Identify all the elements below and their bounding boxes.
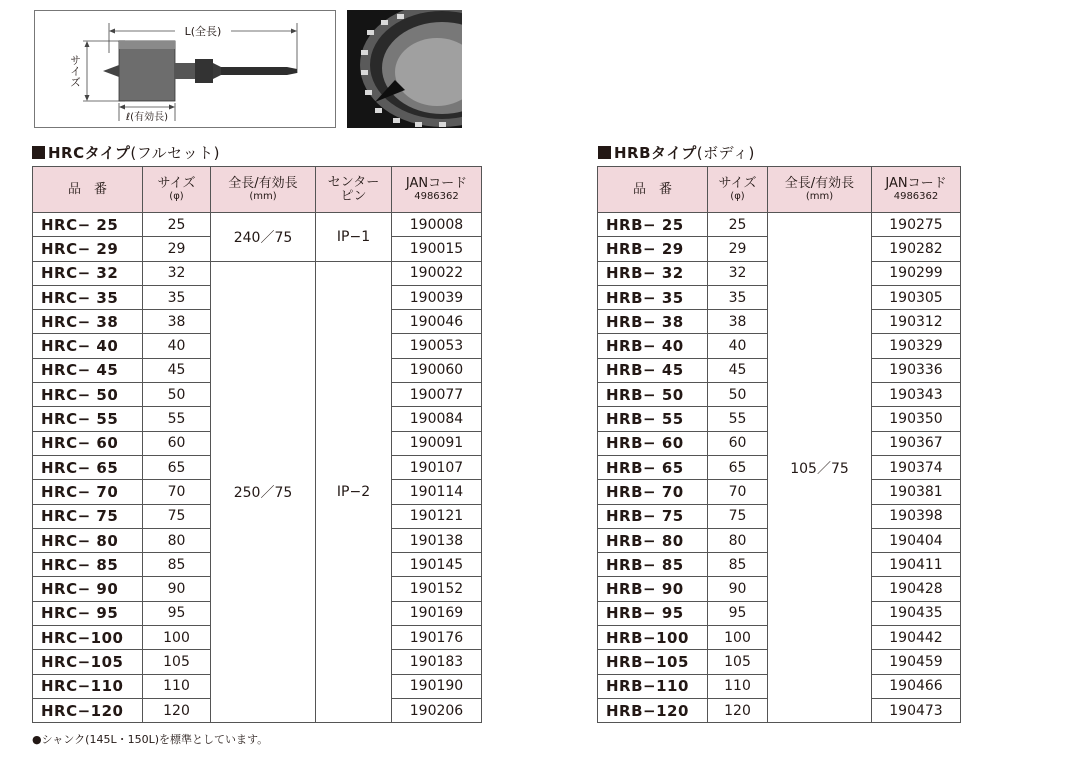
size-cell: 80 <box>143 528 211 552</box>
size-cell: 25 <box>143 213 211 237</box>
jan-cell: 190183 <box>392 650 482 674</box>
model-cell: HRC−120 <box>33 698 143 722</box>
model-cell: HRC− 85 <box>33 553 143 577</box>
size-cell: 32 <box>708 261 768 285</box>
model-cell: HRC− 55 <box>33 407 143 431</box>
model-cell: HRB− 95 <box>598 601 708 625</box>
size-cell: 55 <box>708 407 768 431</box>
jan-cell: 190299 <box>872 261 961 285</box>
jan-cell: 190442 <box>872 626 961 650</box>
jan-cell: 190404 <box>872 528 961 552</box>
size-cell: 120 <box>143 698 211 722</box>
model-cell: HRC−105 <box>33 650 143 674</box>
jan-cell: 190091 <box>392 431 482 455</box>
table-row <box>33 261 482 285</box>
model-cell: HRB− 32 <box>598 261 708 285</box>
jan-cell: 190329 <box>872 334 961 358</box>
model-cell: HRB− 60 <box>598 431 708 455</box>
product-photo <box>347 10 462 128</box>
model-cell: HRC− 35 <box>33 285 143 309</box>
jan-cell: 190015 <box>392 237 482 261</box>
model-cell: HRC− 29 <box>33 237 143 261</box>
size-cell: 55 <box>143 407 211 431</box>
jan-cell: 190435 <box>872 601 961 625</box>
size-cell: 85 <box>708 553 768 577</box>
col-header-jan: JANコード 4986362 <box>872 167 961 213</box>
model-cell: HRC− 40 <box>33 334 143 358</box>
model-cell: HRB− 25 <box>598 213 708 237</box>
col-header-length: 全長/有効長 (mm) <box>768 167 872 213</box>
table-row <box>33 213 482 237</box>
model-cell: HRB− 40 <box>598 334 708 358</box>
jan-cell: 190275 <box>872 213 961 237</box>
size-cell: 90 <box>708 577 768 601</box>
jan-cell: 190459 <box>872 650 961 674</box>
jan-cell: 190077 <box>392 383 482 407</box>
model-cell: HRC− 95 <box>33 601 143 625</box>
size-cell: 75 <box>708 504 768 528</box>
jan-cell: 190121 <box>392 504 482 528</box>
center-pin-cell: IP−1 <box>316 213 392 262</box>
model-cell: HRC− 75 <box>33 504 143 528</box>
size-cell: 60 <box>708 431 768 455</box>
model-cell: HRB− 65 <box>598 455 708 479</box>
model-cell: HRB−120 <box>598 698 708 722</box>
model-cell: HRB− 75 <box>598 504 708 528</box>
size-cell: 110 <box>143 674 211 698</box>
jan-cell: 190466 <box>872 674 961 698</box>
dimension-diagram <box>34 10 336 128</box>
jan-cell: 190084 <box>392 407 482 431</box>
model-cell: HRB− 45 <box>598 358 708 382</box>
model-cell: HRB− 70 <box>598 480 708 504</box>
size-cell: 29 <box>708 237 768 261</box>
hrb-section-title: HRBタイプ(ボディ) <box>598 142 755 163</box>
size-cell: 40 <box>143 334 211 358</box>
size-cell: 45 <box>143 358 211 382</box>
size-cell: 65 <box>708 455 768 479</box>
jan-cell: 190039 <box>392 285 482 309</box>
size-cell: 40 <box>708 334 768 358</box>
model-cell: HRC− 25 <box>33 213 143 237</box>
size-cell: 85 <box>143 553 211 577</box>
size-cell: 38 <box>708 310 768 334</box>
size-cell: 50 <box>708 383 768 407</box>
model-cell: HRC− 38 <box>33 310 143 334</box>
size-cell: 38 <box>143 310 211 334</box>
model-cell: HRB−110 <box>598 674 708 698</box>
col-header-model: 品 番 <box>598 167 708 213</box>
size-cell: 70 <box>708 480 768 504</box>
size-cell: 75 <box>143 504 211 528</box>
model-cell: HRB−105 <box>598 650 708 674</box>
size-cell: 110 <box>708 674 768 698</box>
size-cell: 35 <box>143 285 211 309</box>
size-cell: 25 <box>708 213 768 237</box>
model-cell: HRC−110 <box>33 674 143 698</box>
model-cell: HRC− 45 <box>33 358 143 382</box>
size-cell: 105 <box>143 650 211 674</box>
model-cell: HRB− 55 <box>598 407 708 431</box>
size-label: サイズ <box>68 54 82 88</box>
jan-cell: 190138 <box>392 528 482 552</box>
jan-cell: 190367 <box>872 431 961 455</box>
effective-length-label: ℓ(有効長) <box>126 112 168 123</box>
model-cell: HRC− 32 <box>33 261 143 285</box>
jan-cell: 190053 <box>392 334 482 358</box>
jan-cell: 190305 <box>872 285 961 309</box>
size-cell: 65 <box>143 455 211 479</box>
model-cell: HRB− 80 <box>598 528 708 552</box>
footnote: ●シャンク(145L・150L)を標準としています。 <box>32 733 269 746</box>
size-cell: 50 <box>143 383 211 407</box>
jan-cell: 190428 <box>872 577 961 601</box>
jan-cell: 190282 <box>872 237 961 261</box>
model-cell: HRC− 60 <box>33 431 143 455</box>
size-cell: 95 <box>708 601 768 625</box>
length-label: L(全長) <box>184 25 222 38</box>
size-cell: 45 <box>708 358 768 382</box>
jan-cell: 190145 <box>392 553 482 577</box>
jan-cell: 190206 <box>392 698 482 722</box>
jan-cell: 190411 <box>872 553 961 577</box>
jan-cell: 190190 <box>392 674 482 698</box>
size-cell: 70 <box>143 480 211 504</box>
jan-cell: 190374 <box>872 455 961 479</box>
model-cell: HRB− 50 <box>598 383 708 407</box>
size-cell: 80 <box>708 528 768 552</box>
jan-cell: 190336 <box>872 358 961 382</box>
jan-cell: 190343 <box>872 383 961 407</box>
size-cell: 29 <box>143 237 211 261</box>
center-pin-cell: IP−2 <box>316 261 392 723</box>
jan-cell: 190022 <box>392 261 482 285</box>
core-drill-diagram <box>35 11 335 127</box>
model-cell: HRC− 80 <box>33 528 143 552</box>
length-cell: 240／75 <box>211 213 316 262</box>
col-header-length: 全長/有効長 (mm) <box>211 167 316 213</box>
table-row <box>598 213 961 237</box>
model-cell: HRC−100 <box>33 626 143 650</box>
size-cell: 32 <box>143 261 211 285</box>
length-cell: 250／75 <box>211 261 316 723</box>
col-header-size: サイズ (φ) <box>143 167 211 213</box>
model-cell: HRB− 85 <box>598 553 708 577</box>
jan-cell: 190176 <box>392 626 482 650</box>
model-cell: HRB− 38 <box>598 310 708 334</box>
model-cell: HRC− 90 <box>33 577 143 601</box>
jan-cell: 190152 <box>392 577 482 601</box>
col-header-center-pin: センター ピン <box>316 167 392 213</box>
model-cell: HRC− 50 <box>33 383 143 407</box>
col-header-model: 品 番 <box>33 167 143 213</box>
col-header-size: サイズ (φ) <box>708 167 768 213</box>
size-cell: 35 <box>708 285 768 309</box>
jan-cell: 190381 <box>872 480 961 504</box>
hrb-spec-table <box>597 166 961 723</box>
jan-cell: 190312 <box>872 310 961 334</box>
length-cell: 105／75 <box>768 213 872 723</box>
square-bullet-icon <box>598 146 611 159</box>
jan-cell: 190008 <box>392 213 482 237</box>
model-cell: HRB− 29 <box>598 237 708 261</box>
size-cell: 100 <box>143 626 211 650</box>
model-cell: HRC− 70 <box>33 480 143 504</box>
hrc-section-title: HRCタイプ(フルセット) <box>32 142 220 163</box>
model-cell: HRB−100 <box>598 626 708 650</box>
square-bullet-icon <box>32 146 45 159</box>
size-cell: 60 <box>143 431 211 455</box>
jan-cell: 190398 <box>872 504 961 528</box>
jan-cell: 190046 <box>392 310 482 334</box>
model-cell: HRC− 65 <box>33 455 143 479</box>
col-header-jan: JANコード 4986362 <box>392 167 482 213</box>
size-cell: 95 <box>143 601 211 625</box>
model-cell: HRB− 35 <box>598 285 708 309</box>
jan-cell: 190060 <box>392 358 482 382</box>
size-cell: 100 <box>708 626 768 650</box>
size-cell: 90 <box>143 577 211 601</box>
jan-cell: 190169 <box>392 601 482 625</box>
size-cell: 105 <box>708 650 768 674</box>
size-cell: 120 <box>708 698 768 722</box>
model-cell: HRB− 90 <box>598 577 708 601</box>
jan-cell: 190107 <box>392 455 482 479</box>
hrc-spec-table <box>32 166 482 723</box>
jan-cell: 190114 <box>392 480 482 504</box>
jan-cell: 190350 <box>872 407 961 431</box>
jan-cell: 190473 <box>872 698 961 722</box>
